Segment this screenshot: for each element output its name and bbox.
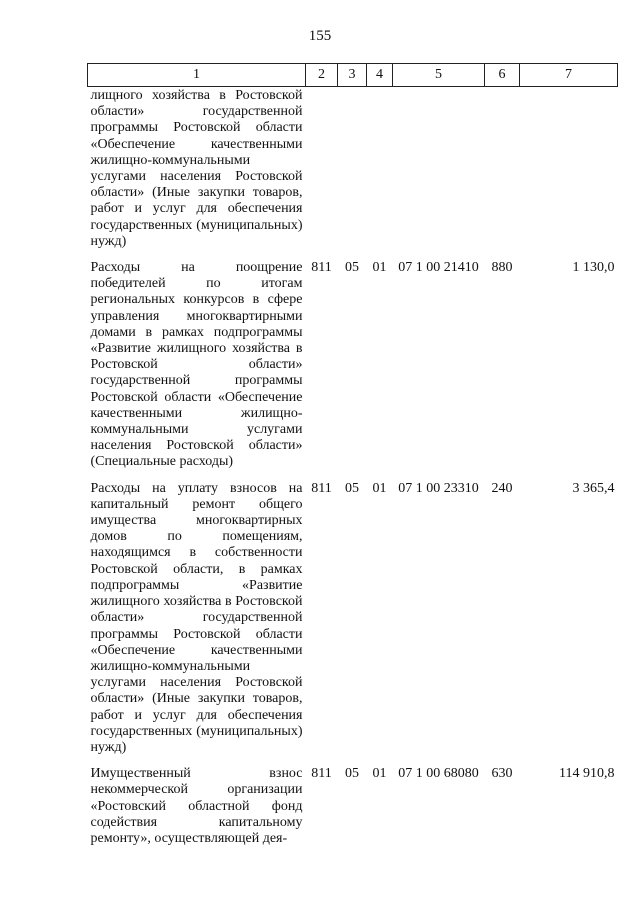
row-description: Расходы на поощрение победителей по итогам региональных конкурсов в сфере управления многоквартирными домами в рамках подпрограммы «Развитие жилищного хозяйства в Ростовской области» государственной программы Ростовской области «Обеспечение качественными жилищно-коммунальными услугами населения Ростовской области» (Специальные расходы)	[90, 260, 303, 470]
table-row	[88, 250, 618, 471]
row-code-2: 811	[311, 766, 332, 782]
col-header-2: 2	[306, 64, 338, 87]
row-amount: 114 910,8	[559, 766, 615, 782]
row-code-6: 630	[491, 766, 513, 782]
row-code-2: 811	[311, 260, 332, 276]
col-header-7: 7	[520, 64, 618, 87]
page-number: 155	[308, 28, 332, 44]
row-code-3: 05	[345, 766, 359, 782]
row-code-4: 01	[372, 766, 387, 782]
row-amount	[520, 87, 618, 251]
row-code-4: 01	[372, 260, 387, 276]
row-code-6: 880	[491, 260, 513, 276]
row-code-4	[367, 87, 393, 251]
row-code-2: 811	[311, 480, 332, 496]
row-code-5: 07 1 00 68080	[398, 766, 479, 782]
row-code-6	[485, 87, 520, 251]
row-description: лищного хозяйства в Ростовской области» государственной программы Ростовской области «Обеспечение качественными жилищно-коммунальными услугами населения Ростовской области» (Иные закупки товаров, работ и услуг для обеспечения государственных (муниципальных) нужд)	[90, 88, 303, 249]
row-code-5: 07 1 00 21410	[398, 260, 479, 276]
row-code-6: 240	[491, 480, 513, 496]
header-row	[88, 64, 618, 87]
budget-table	[87, 63, 618, 847]
row-code-3: 05	[345, 260, 359, 276]
col-header-4: 4	[367, 64, 393, 87]
row-amount: 1 130,0	[572, 260, 615, 276]
row-code-3: 05	[345, 480, 359, 496]
table-row	[88, 756, 618, 847]
col-header-6: 6	[485, 64, 520, 87]
table-row	[88, 87, 618, 251]
table-row	[88, 471, 618, 756]
col-header-5: 5	[393, 64, 485, 87]
col-header-3: 3	[338, 64, 367, 87]
row-code-3	[338, 87, 367, 251]
row-amount: 3 365,4	[572, 480, 615, 496]
col-header-1: 1	[88, 64, 306, 87]
row-description: Расходы на уплату взносов на капитальный ремонт общего имущества многоквартирных домов по помещениям, находящимся в собственности Ростовской области, в рамках подпрограммы «Развитие жилищного хозяйства в Ростовской области» государственной программы Ростовской области «Обеспечение качественными жилищно-коммунальными услугами населения Ростовской области» (Иные закупки товаров, работ и услуг для обеспечения государственных (муниципальных) нужд)	[90, 480, 303, 755]
row-code-5	[393, 87, 485, 251]
row-code-5: 07 1 00 23310	[398, 480, 479, 496]
row-code-4: 01	[372, 480, 387, 496]
row-description: Имущественный взнос некоммерческой организации «Ростовский областной фонд содействия капитальному ремонту», осуществляющей дея-	[90, 766, 303, 846]
row-code-2	[306, 87, 338, 251]
